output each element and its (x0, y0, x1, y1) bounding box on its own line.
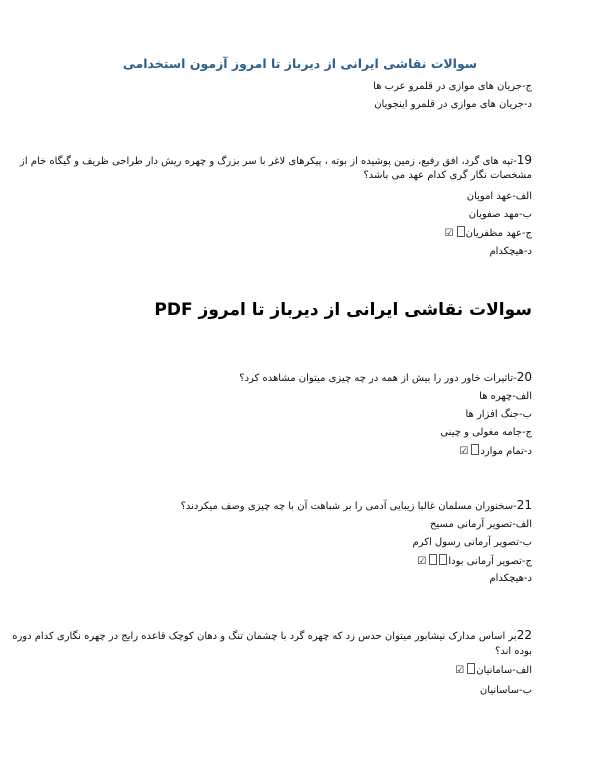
option-label: الف-سامانیان (476, 665, 532, 676)
question-text: -سخنوران مسلمان غالبا زیبایی آدمی را بر شباهت آن با چه چیزی وصف میکردند؟ (180, 501, 517, 512)
option-label: ج-تصویر آرمانی بودا (448, 556, 532, 567)
q21-option-a: الف-تصویر آرمانی مسیح (430, 519, 532, 530)
q19-option-d: د-هیچکدام (489, 246, 532, 257)
empty-box-icon (471, 444, 479, 455)
page-header-title: سوالات نقاشی ایرانی از دیرباز تا امروز آزمون استخدامی (122, 56, 478, 71)
q20-option-c: ج-جامه مغولی و چینی (440, 427, 532, 438)
question-20 (60, 370, 532, 386)
empty-box-icon (457, 226, 465, 237)
q19-option-b: ب-مهد صفویان (468, 209, 532, 220)
option-label: د-تمام موارد (480, 446, 532, 457)
q21-option-b: ب-تصویر آرمانی رسول اکرم (412, 537, 532, 548)
question-19 (20, 153, 532, 169)
question-text: -تاثیرات خاور دور را بیش از همه در چه چیزی میتوان مشاهده کرد؟ (239, 373, 517, 384)
q20-option-a: الف-چهره ها (479, 391, 532, 402)
checked-box-icon: ☑ (455, 665, 465, 676)
q20-option-d (60, 444, 532, 459)
option-d-prev: د-جریان های موازی در قلمرو اینجویان (374, 99, 532, 110)
section-title: سوالات نقاشی ایرانی از دیرباز تا امروز PDF (154, 300, 532, 320)
empty-box-icon (467, 663, 475, 674)
question-text: -تپه های گرد، افق رفیع، زمین پوشیده از بوته ، پیکرهای لاغر با سر بزرگ و چهره ریش دار طراحی ظریف و گیگاه خام از (20, 156, 517, 167)
empty-box-icon (439, 554, 447, 565)
question-22 (12, 628, 532, 644)
checked-box-icon: ☑ (459, 446, 469, 457)
question-number: 21 (516, 498, 532, 512)
q19-option-c (60, 226, 532, 241)
question-text: بر اساس مدارک نیشابور میتوان حدس زد که چهره گرد با چشمان تنگ و دهان کوچک قاعده رایج در چهره نگاری کدام دوره (12, 631, 517, 642)
q19-option-a: الف-عهد امویان (466, 191, 532, 202)
q20-option-b: ب-جنگ افزار ها (465, 409, 532, 420)
option-label: ج-عهد مظفریان (465, 228, 532, 239)
question-number: 19 (516, 153, 532, 167)
question-number: 20 (516, 370, 532, 384)
q22-option-a (60, 663, 532, 678)
question-19-cont: مشخصات نگار گری کدام عهد می باشد؟ (363, 170, 532, 181)
q21-option-d: د-هیچکدام (489, 573, 532, 584)
q22-option-b: ب-ساسانیان (479, 685, 532, 696)
checked-box-icon: ☑ (417, 556, 427, 567)
question-21 (60, 498, 532, 514)
empty-box-icon (429, 554, 437, 565)
q21-option-c (60, 554, 532, 569)
checked-box-icon: ☑ (444, 228, 454, 239)
question-number: 22 (516, 628, 532, 642)
question-22-cont: بوده اند؟ (495, 646, 532, 657)
option-c-prev: ج-جریان های موازی در قلمرو عرب ها (373, 81, 532, 92)
